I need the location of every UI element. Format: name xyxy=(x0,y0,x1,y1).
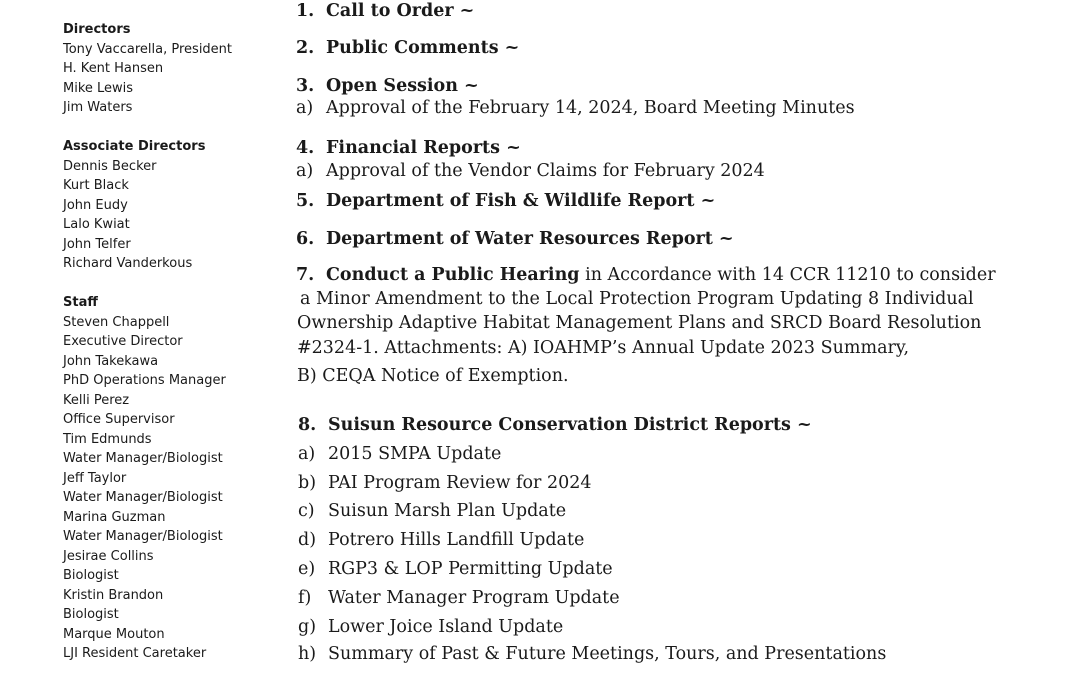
subitem-text: PAI Program Review for 2024 xyxy=(328,473,592,493)
associate-director-name: John Eudy xyxy=(63,197,128,213)
directors-heading: Directors xyxy=(63,22,131,37)
staff-entry: Jeff Taylor xyxy=(63,470,127,486)
staff-entry: Marina Guzman xyxy=(63,509,166,525)
staff-entry: Marque Mouton xyxy=(63,626,165,642)
subitem-text: Potrero Hills Landfill Update xyxy=(328,530,585,550)
agenda-subitem-4a xyxy=(296,160,765,182)
agenda-item-4 xyxy=(296,137,521,159)
agenda-item-7-line-4: #2324-1. Attachments: A) IOAHMP’s Annual Update 2023 Summary, xyxy=(297,338,910,358)
subitem-letter: b) xyxy=(298,473,317,493)
staff-entry: Office Supervisor xyxy=(63,412,175,427)
director-name: Jim Waters xyxy=(63,100,133,115)
agenda-item-title: Public Comments ~ xyxy=(326,38,520,58)
agenda-item-2 xyxy=(296,37,519,59)
subitem-letter: c) xyxy=(298,501,315,521)
subitem-text: RGP3 & LOP Permitting Update xyxy=(328,559,613,579)
subitem-text: Lower Joice Island Update xyxy=(328,617,564,637)
agenda-item-number: 7. xyxy=(296,265,315,285)
agenda-item-6 xyxy=(296,228,734,250)
subitem-text: 2015 SMPA Update xyxy=(328,444,502,464)
agenda-item-number: 2. xyxy=(296,38,315,58)
staff-entry: John Takekawa xyxy=(63,353,159,369)
agenda-item-title: Department of Fish & Wildlife Report ~ xyxy=(326,191,716,211)
agenda-subitem-8e xyxy=(298,558,613,580)
staff-entry: Kelli Perez xyxy=(63,392,130,408)
subitem-text: Approval of the Vendor Claims for February 2024 xyxy=(326,161,765,181)
agenda-item-title: Department of Water Resources Report ~ xyxy=(326,229,734,249)
subitem-letter: d) xyxy=(298,530,317,550)
staff-entry: Water Manager/Biologist xyxy=(63,490,223,505)
agenda-subitem-8g xyxy=(298,616,563,638)
agenda-subitem-3a xyxy=(296,97,855,119)
subitem-letter: f) xyxy=(298,588,312,608)
agenda-item-7-line-5: B) CEQA Notice of Exemption. xyxy=(297,366,569,386)
agenda-item-text: in Accordance with 14 CCR 11210 to consider xyxy=(579,265,996,285)
agenda-item-7-line-3: Ownership Adaptive Habitat Management Plans and SRCD Board Resolution xyxy=(297,313,982,333)
agenda-item-5 xyxy=(296,190,715,212)
agenda-item-title: Open Session ~ xyxy=(326,76,479,96)
director-name: Tony Vaccarella, President xyxy=(63,41,233,57)
agenda-item-7-line-1 xyxy=(296,264,996,286)
associate-director-name: Dennis Becker xyxy=(63,158,157,174)
subitem-letter: a) xyxy=(296,161,314,181)
associate-director-name: Lalo Kwiat xyxy=(63,217,130,232)
staff-entry: Water Manager/Biologist xyxy=(63,451,223,466)
subitem-letter: a) xyxy=(298,444,316,464)
staff-entry: PhD Operations Manager xyxy=(63,373,226,388)
agenda-item-number: 8. xyxy=(298,415,317,435)
agenda-item-number: 4. xyxy=(296,138,315,158)
agenda-subitem-8b xyxy=(298,472,592,494)
agenda-subitem-8a xyxy=(298,443,501,465)
subitem-text: Summary of Past & Future Meetings, Tours, and Presentations xyxy=(328,644,887,664)
staff-entry: LJI Resident Caretaker xyxy=(63,646,207,661)
staff-entry: Biologist xyxy=(63,568,119,583)
agenda-item-title: Financial Reports ~ xyxy=(326,138,521,158)
agenda-item-number: 5. xyxy=(296,191,315,211)
subitem-letter: g) xyxy=(298,617,317,637)
agenda-item-title: Suisun Resource Conservation District Reports ~ xyxy=(328,415,812,435)
director-name: H. Kent Hansen xyxy=(63,61,164,76)
subitem-letter: a) xyxy=(296,98,314,118)
staff-entry: Water Manager/Biologist xyxy=(63,529,223,544)
staff-entry: Biologist xyxy=(63,607,119,622)
agenda-item-number: 6. xyxy=(296,229,315,249)
subitem-letter: h) xyxy=(298,644,317,664)
subitem-text: Water Manager Program Update xyxy=(328,588,620,608)
associate-director-name: Kurt Black xyxy=(63,178,129,193)
agenda-item-title: Call to Order ~ xyxy=(326,1,475,21)
associate-directors-heading: Associate Directors xyxy=(63,139,206,154)
staff-entry: Tim Edmunds xyxy=(63,431,152,447)
associate-director-name: Richard Vanderkous xyxy=(63,256,193,271)
agenda-subitem-8h xyxy=(298,643,886,665)
agenda-subitem-8d xyxy=(298,529,584,551)
agenda-item-number: 1. xyxy=(296,1,315,21)
agenda-subitem-8c xyxy=(298,500,566,522)
staff-heading: Staff xyxy=(63,295,98,310)
subitem-text: Approval of the February 14, 2024, Board Meeting Minutes xyxy=(326,98,855,118)
agenda-item-title: Conduct a Public Hearing xyxy=(326,265,580,285)
subitem-letter: e) xyxy=(298,559,316,579)
subitem-text: Suisun Marsh Plan Update xyxy=(328,501,567,521)
agenda-item-3 xyxy=(296,75,479,97)
staff-entry: Jesirae Collins xyxy=(63,548,154,564)
agenda-item-8 xyxy=(298,414,812,436)
agenda-item-number: 3. xyxy=(296,76,315,96)
staff-entry: Kristin Brandon xyxy=(63,587,164,603)
agenda-subitem-8f xyxy=(298,587,620,609)
staff-entry: Steven Chappell xyxy=(63,314,170,330)
staff-entry: Executive Director xyxy=(63,334,183,349)
agenda-item-7-line-2: a Minor Amendment to the Local Protection Program Updating 8 Individual xyxy=(300,289,974,309)
agenda-item-1 xyxy=(296,0,474,22)
director-name: Mike Lewis xyxy=(63,80,134,96)
associate-director-name: John Telfer xyxy=(63,236,131,252)
